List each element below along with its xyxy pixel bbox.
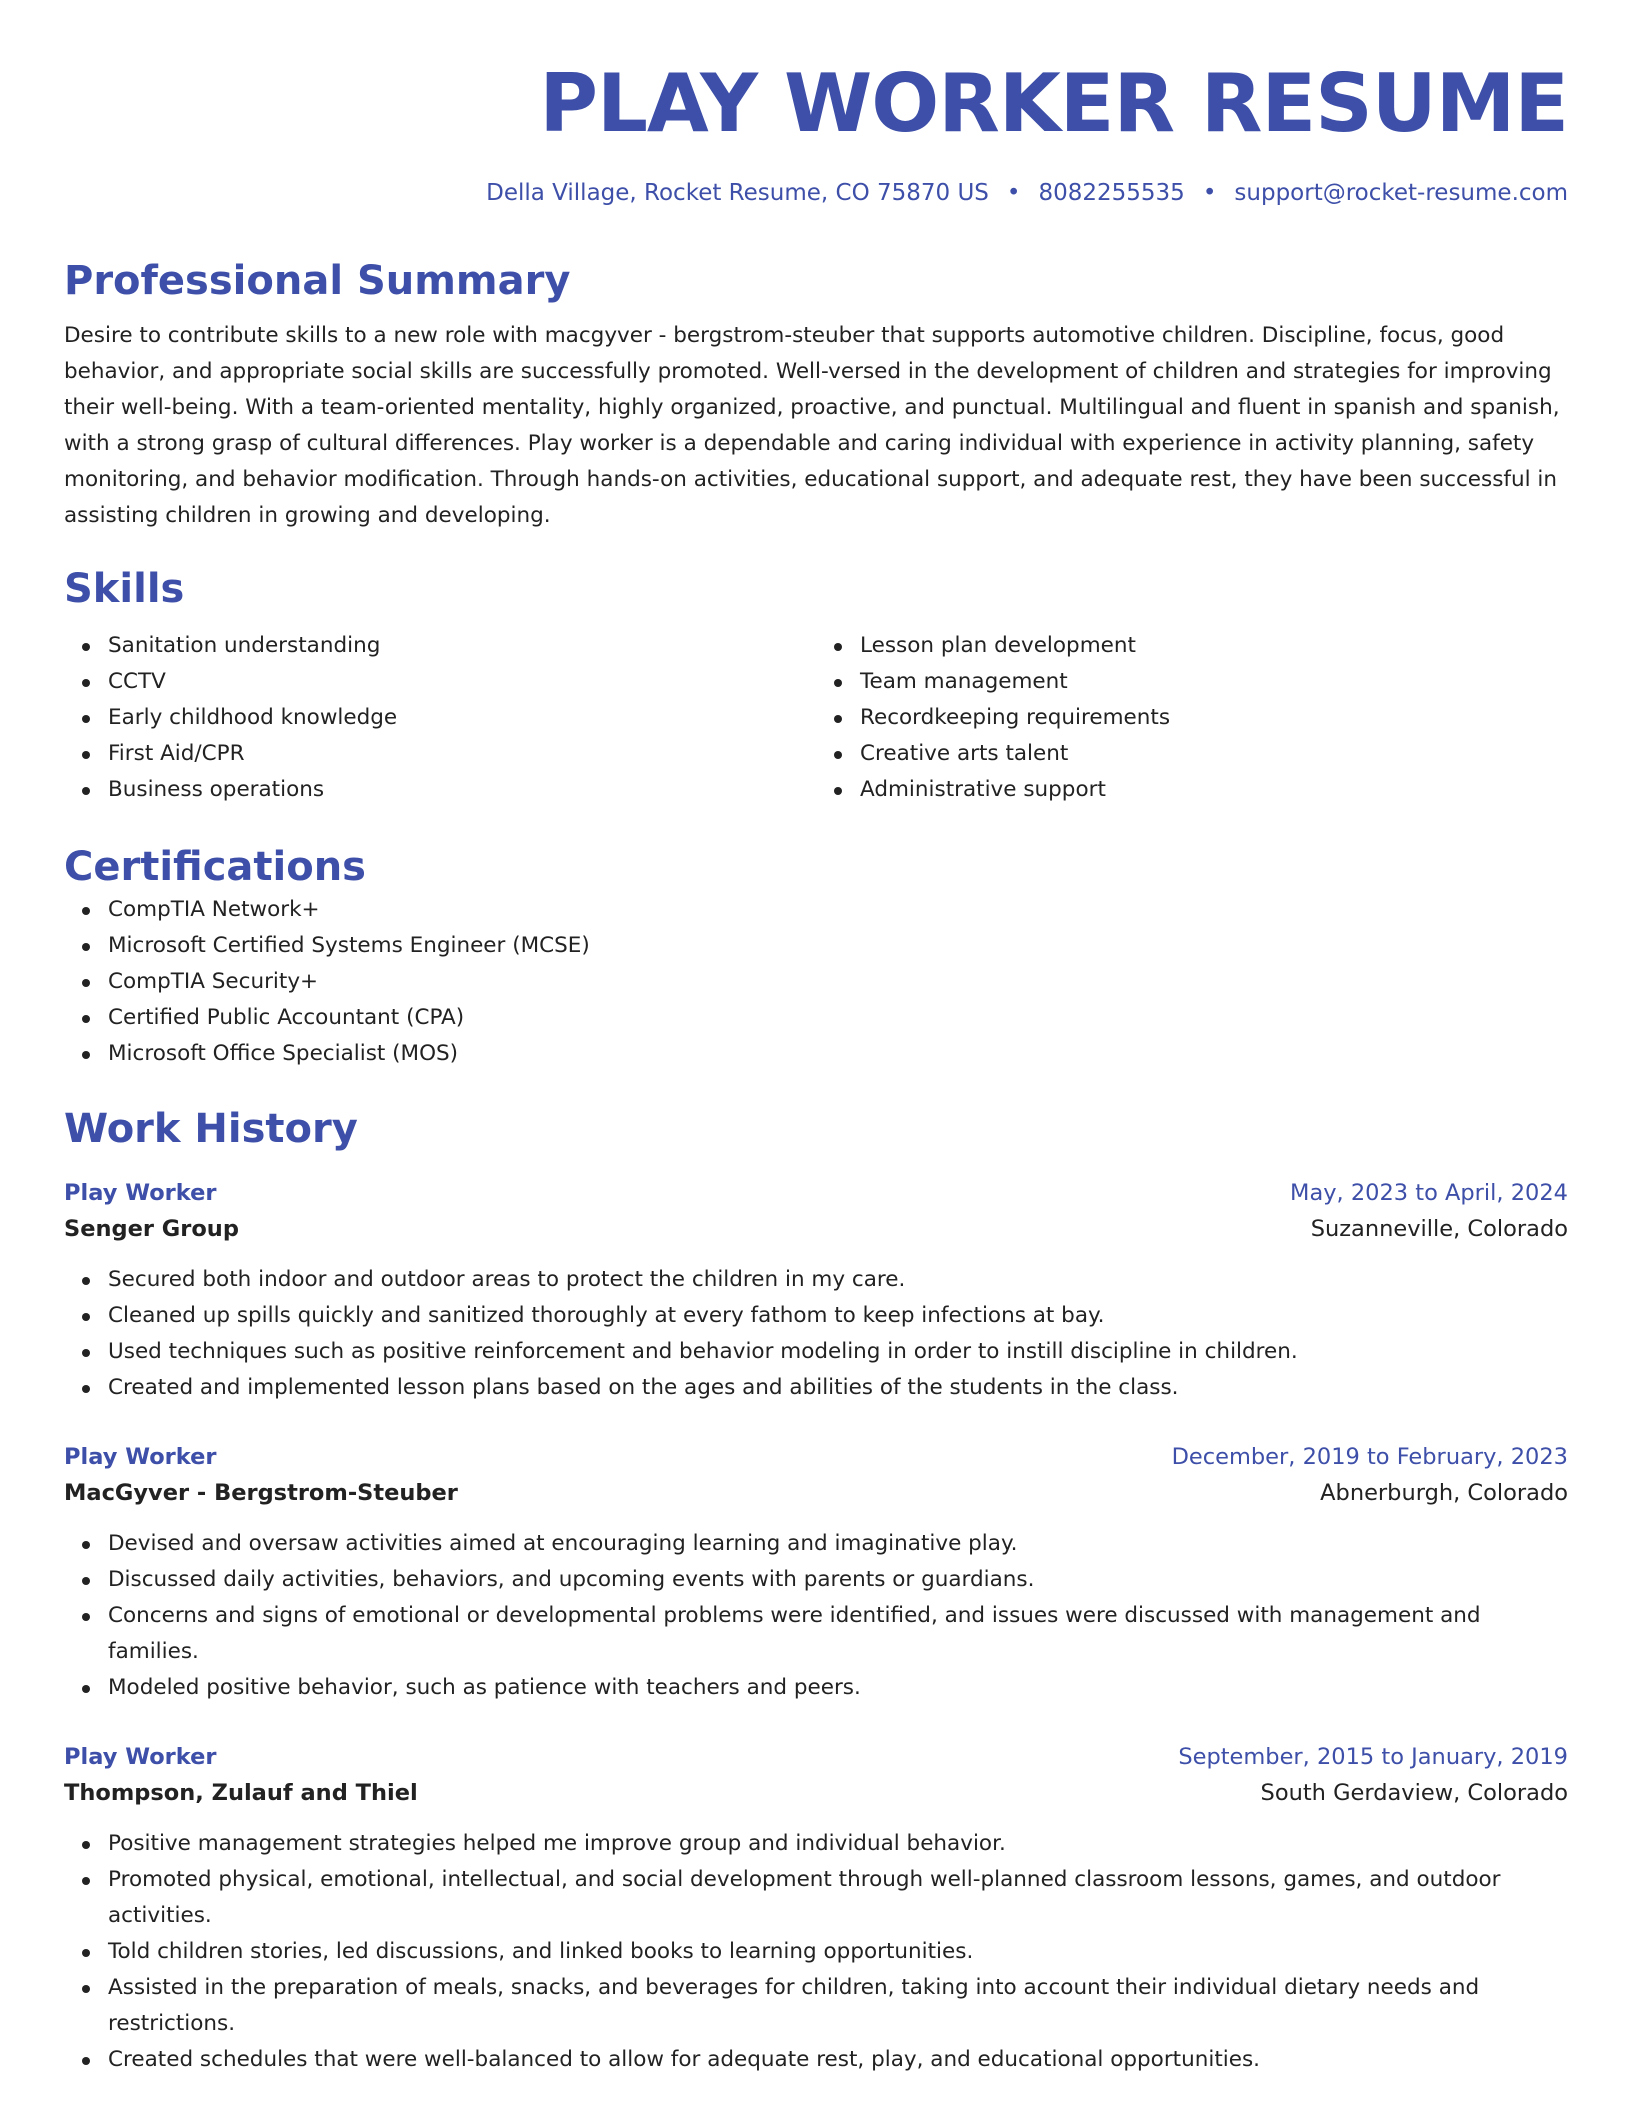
job-header-row	[64, 1740, 1568, 1774]
job-company-row	[64, 1210, 1568, 1248]
contact-separator: •	[1202, 180, 1217, 206]
skill-item: Lesson plan development	[860, 628, 1568, 664]
job-location: Abnerburgh, Colorado	[1320, 1480, 1568, 1506]
job-role: Play Worker	[64, 1744, 217, 1770]
skills-column-right	[816, 628, 1568, 808]
job-location: South Gerdaview, Colorado	[1260, 1780, 1568, 1806]
certification-item: Microsoft Office Specialist (MOS)	[108, 1036, 1568, 1072]
contact-email[interactable]: support@rocket-resume.com	[1234, 180, 1568, 206]
job-duty: Created schedules that were well-balanced to allow for adequate rest, play, and educational opportunities.	[108, 2042, 1568, 2078]
job-duty: Devised and oversaw activities aimed at encouraging learning and imaginative play.	[108, 1526, 1568, 1562]
certification-item: CompTIA Security+	[108, 964, 1568, 1000]
job-location: Suzanneville, Colorado	[1310, 1216, 1568, 1242]
summary-heading: Professional Summary	[64, 258, 571, 304]
job-entry	[64, 1740, 1568, 2078]
job-duty: Used techniques such as positive reinforcement and behavior modeling in order to instill discipline in children.	[108, 1334, 1568, 1370]
job-duty: Told children stories, led discussions, and linked books to learning opportunities.	[108, 1934, 1568, 1970]
job-entry	[64, 1176, 1568, 1406]
job-company-row	[64, 1774, 1568, 1812]
job-duty: Positive management strategies helped me improve group and individual behavior.	[108, 1826, 1568, 1862]
job-dates: September, 2015 to January, 2019	[1178, 1744, 1568, 1770]
job-role: Play Worker	[64, 1180, 217, 1206]
contact-separator: •	[1006, 180, 1021, 206]
skill-item: First Aid/CPR	[108, 736, 816, 772]
job-duties-list	[64, 1262, 1568, 1406]
job-company-row	[64, 1474, 1568, 1512]
resume-page	[64, 56, 1568, 2078]
skill-item: Administrative support	[860, 772, 1568, 808]
summary-text: Desire to contribute skills to a new role with macgyver - bergstrom-steuber that supports automotive children. Discipline, focus, good behavior, and appropriate social skills are successfully promoted. Well-versed in the development of children and strategies for improving their well-being. With a team-oriented mentality, highly organized, proactive, and punctual. Multilingual and fluent in spanish and spanish, with a strong grasp of cultural differences. Play worker is a dependable and caring individual with experience in activity planning, safety monitoring, and behavior modification. Through hands-on activities, educational support, and adequate rest, they have been successful in assisting children in growing and developing.	[64, 323, 1560, 528]
skill-item: Sanitation understanding	[108, 628, 816, 664]
job-header-row	[64, 1176, 1568, 1210]
certifications-heading: Certifications	[64, 844, 366, 890]
job-company: Senger Group	[64, 1216, 239, 1242]
job-duty: Discussed daily activities, behaviors, and upcoming events with parents or guardians.	[108, 1562, 1568, 1598]
job-duties-list	[64, 1526, 1568, 1706]
contact-address: Della Village, Rocket Resume, CO 75870 US	[486, 180, 989, 206]
job-dates: May, 2023 to April, 2024	[1290, 1180, 1568, 1206]
certification-item: CompTIA Network+	[108, 892, 1568, 928]
certification-item: Certified Public Accountant (CPA)	[108, 1000, 1568, 1036]
certifications-list	[64, 892, 1568, 1072]
skills-heading: Skills	[64, 566, 185, 612]
skills-column-left	[64, 628, 816, 808]
certification-item: Microsoft Certified Systems Engineer (MCSE)	[108, 928, 1568, 964]
job-role: Play Worker	[64, 1444, 217, 1470]
skill-item: CCTV	[108, 664, 816, 700]
job-duty: Concerns and signs of emotional or developmental problems were identified, and issues were discussed with management and families.	[108, 1598, 1568, 1670]
job-duty: Assisted in the preparation of meals, snacks, and beverages for children, taking into account their individual dietary needs and restrictions.	[108, 1970, 1568, 2042]
job-duty: Cleaned up spills quickly and sanitized thoroughly at every fathom to keep infections at bay.	[108, 1298, 1568, 1334]
page-title: PLAY WORKER RESUME	[539, 57, 1568, 150]
skill-item: Recordkeeping requirements	[860, 700, 1568, 736]
job-header-row	[64, 1440, 1568, 1474]
work-history-heading: Work History	[64, 1106, 358, 1152]
skills-list	[64, 628, 1568, 808]
skill-item: Team management	[860, 664, 1568, 700]
skill-item: Business operations	[108, 772, 816, 808]
job-duty: Promoted physical, emotional, intellectual, and social development through well-planned classroom lessons, games, and outdoor activities.	[108, 1862, 1568, 1934]
skill-item: Creative arts talent	[860, 736, 1568, 772]
contact-phone: 8082255535	[1038, 180, 1185, 206]
contact-line	[64, 180, 1568, 206]
job-company: MacGyver - Bergstrom-Steuber	[64, 1480, 458, 1506]
job-duty: Modeled positive behavior, such as patience with teachers and peers.	[108, 1670, 1568, 1706]
skill-item: Early childhood knowledge	[108, 700, 816, 736]
job-duty: Created and implemented lesson plans based on the ages and abilities of the students in the class.	[108, 1370, 1568, 1406]
job-company: Thompson, Zulauf and Thiel	[64, 1780, 418, 1806]
job-dates: December, 2019 to February, 2023	[1171, 1444, 1568, 1470]
job-duty: Secured both indoor and outdoor areas to protect the children in my care.	[108, 1262, 1568, 1298]
job-duties-list	[64, 1826, 1568, 2078]
job-entry	[64, 1440, 1568, 1706]
